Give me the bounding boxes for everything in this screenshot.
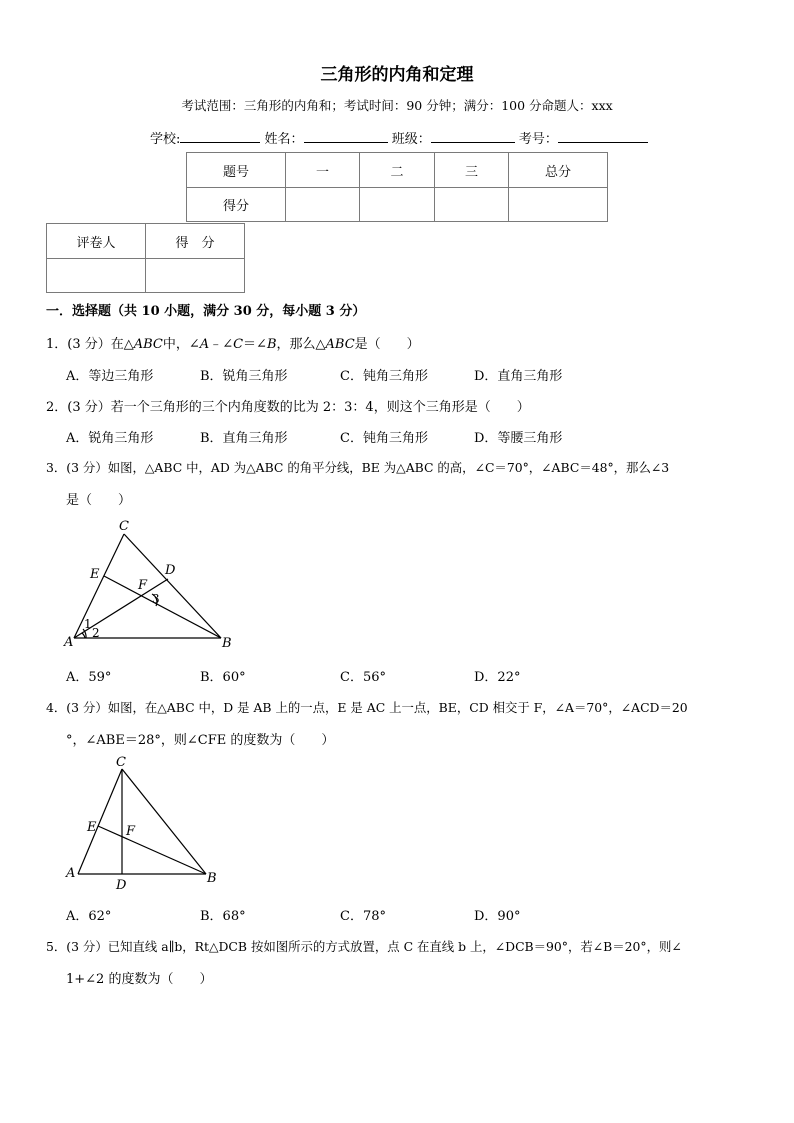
question-2: 2．(3 分）若一个三角形的三个内角度数的比为 2：3：4，则这个三角形是（ ） bbox=[46, 400, 530, 415]
q3-label-e: E bbox=[90, 567, 100, 582]
q4-label-a: A bbox=[66, 866, 76, 881]
q3-segment-be bbox=[104, 576, 221, 638]
q4-segment-be bbox=[98, 826, 206, 874]
q1-option-c[interactable]: C．钝角三角形 bbox=[340, 369, 428, 384]
grader-table bbox=[46, 223, 245, 293]
class-blank[interactable] bbox=[431, 128, 515, 143]
score-header-cell: 三 bbox=[435, 153, 509, 188]
q4-side-cb bbox=[122, 769, 206, 874]
name-label: 姓名： bbox=[264, 132, 304, 147]
question-5: 5．(3 分）已知直线 a∥b，Rt△DCB 按如图所示的方式放置，点 C 在直线 b 上，∠DCB＝90°，若∠B＝20°，则∠ bbox=[46, 939, 682, 954]
section-title: 一．选择题（共 10 小题，满分 30 分，每小题 3 分） bbox=[46, 304, 366, 319]
score-header-cell: 总分 bbox=[509, 153, 608, 188]
q3-option-b[interactable]: B．60° bbox=[200, 670, 246, 685]
q4-side-ca bbox=[78, 769, 122, 874]
score-cell[interactable] bbox=[509, 188, 608, 222]
score-header-cell: 题号 bbox=[187, 153, 286, 188]
q2-option-d[interactable]: D．等腰三角形 bbox=[474, 431, 563, 446]
q3-label-c: C bbox=[119, 519, 129, 534]
q2-option-c[interactable]: C．钝角三角形 bbox=[340, 431, 428, 446]
student-fields bbox=[150, 128, 648, 147]
grader-cell[interactable] bbox=[47, 259, 146, 293]
q3-angle-arc-2 bbox=[82, 633, 85, 638]
q3-figure bbox=[60, 516, 240, 652]
question-4: 4．(3 分）如图，在△ABC 中，D 是 AB 上的一点，E 是 AC 上一点，BE，CD 相交于 F，∠A＝70°，∠ACD＝20 bbox=[46, 700, 688, 715]
question-3-continued: 是（ ） bbox=[66, 493, 132, 508]
question-5-continued: 1+∠2 的度数为（ ） bbox=[66, 972, 213, 987]
q4-label-b: B bbox=[207, 871, 217, 886]
score-table bbox=[186, 152, 608, 222]
exam-info: 考试范围：三角形的内角和；考试时间：90 分钟；满分：100 分命题人：xxx bbox=[181, 98, 613, 113]
score-cell[interactable] bbox=[286, 188, 360, 222]
q3-option-a[interactable]: A．59° bbox=[66, 670, 112, 685]
score-header-cell: 二 bbox=[360, 153, 435, 188]
grader-header-cell: 得 分 bbox=[146, 224, 245, 259]
q3-label-2: 2 bbox=[92, 626, 100, 640]
q4-label-d: D bbox=[116, 878, 127, 893]
q3-label-f: F bbox=[138, 578, 148, 593]
score-cell[interactable] bbox=[435, 188, 509, 222]
q1-option-a[interactable]: A．等边三角形 bbox=[66, 369, 154, 384]
q4-option-b[interactable]: B．68° bbox=[200, 909, 246, 924]
q4-option-c[interactable]: C．78° bbox=[340, 909, 386, 924]
school-label: 学校: bbox=[150, 132, 181, 147]
q3-label-1: 1 bbox=[84, 617, 92, 631]
question-4-continued: °，∠ABE＝28°，则∠CFE 的度数为（ ） bbox=[66, 733, 335, 748]
q4-label-f: F bbox=[126, 824, 136, 839]
grader-cell[interactable] bbox=[146, 259, 245, 293]
q3-label-a: A bbox=[64, 635, 74, 650]
exam-number-blank[interactable] bbox=[558, 128, 648, 143]
q2-option-b[interactable]: B．直角三角形 bbox=[200, 431, 288, 446]
class-label: 班级： bbox=[391, 132, 431, 147]
q1-option-d[interactable]: D．直角三角形 bbox=[474, 369, 563, 384]
q4-option-a[interactable]: A．62° bbox=[66, 909, 112, 924]
question-1: 1．(3 分）在△ABC中，∠A﹣∠C＝∠B，那么△ABC是（ ） bbox=[46, 337, 420, 352]
score-row-label: 得分 bbox=[187, 188, 286, 222]
q4-figure bbox=[60, 755, 230, 895]
q4-label-e: E bbox=[87, 820, 97, 835]
school-blank[interactable] bbox=[180, 128, 260, 143]
q3-option-d[interactable]: D．22° bbox=[474, 670, 521, 685]
grader-header-cell: 评卷人 bbox=[47, 224, 146, 259]
q4-option-d[interactable]: D．90° bbox=[474, 909, 521, 924]
name-blank[interactable] bbox=[304, 128, 388, 143]
score-cell[interactable] bbox=[360, 188, 435, 222]
q3-label-d: D bbox=[165, 563, 176, 578]
score-header-cell: 一 bbox=[286, 153, 360, 188]
q3-label-b: B bbox=[222, 636, 232, 651]
q3-option-c[interactable]: C．56° bbox=[340, 670, 386, 685]
q3-label-3: 3 bbox=[152, 592, 160, 606]
question-3: 3．(3 分）如图，△ABC 中，AD 为△ABC 的角平分线，BE 为△ABC 的高，∠C＝70°，∠ABC＝48°，那么∠3 bbox=[46, 460, 670, 475]
q2-option-a[interactable]: A．锐角三角形 bbox=[66, 431, 154, 446]
exam-number-label: 考号： bbox=[518, 132, 558, 147]
q1-option-b[interactable]: B．锐角三角形 bbox=[200, 369, 288, 384]
page-title: 三角形的内角和定理 bbox=[320, 65, 474, 85]
q4-label-c: C bbox=[116, 755, 126, 770]
